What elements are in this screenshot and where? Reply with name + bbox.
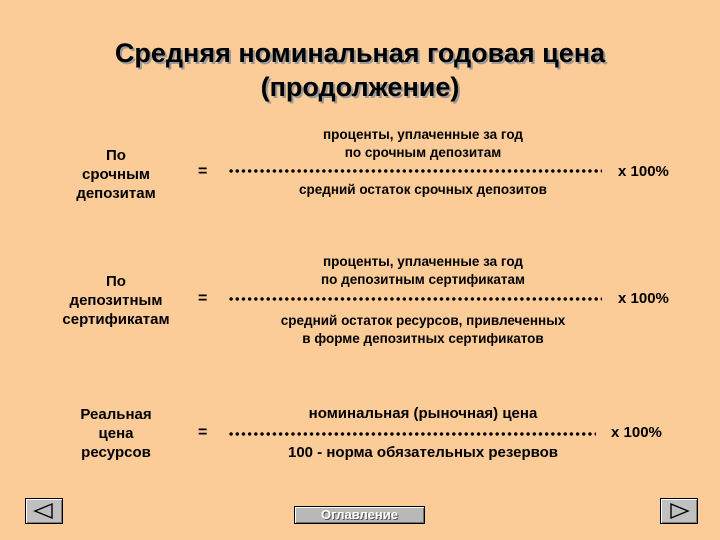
previous-slide-button[interactable] [25, 498, 63, 524]
label-line: ресурсов [81, 444, 151, 461]
triangle-right-icon [667, 502, 691, 520]
numerator-line: проценты, уплаченные за год [323, 254, 523, 269]
multiplier: х 100% [611, 424, 662, 441]
fraction-bar [228, 295, 602, 303]
equals-sign: = [198, 290, 208, 307]
numerator-line: по депозитным сертификатам [321, 272, 525, 287]
fraction-bar [228, 167, 602, 175]
title-line-1: Средняя номинальная годовая цена [114, 38, 606, 68]
label-line: депозитным [69, 292, 163, 309]
label-line: срочным [82, 166, 150, 183]
formula-label [44, 272, 188, 329]
numerator [250, 126, 596, 162]
label-line: По [106, 147, 126, 164]
equals-sign: = [198, 163, 208, 180]
denominator-line: средний остаток ресурсов, привлеченных [280, 313, 566, 328]
multiplier: х 100% [618, 290, 669, 307]
denominator-line: в форме депозитных сертификатов [302, 331, 544, 346]
table-of-contents-button[interactable]: Оглавление [294, 506, 425, 524]
denominator [250, 181, 596, 199]
numerator-line: проценты, уплаченные за год [323, 127, 523, 142]
equals-sign: = [198, 424, 208, 441]
formula-label [56, 405, 176, 462]
denominator-line: средний остаток срочных депозитов [299, 182, 547, 197]
formula-label [54, 146, 178, 203]
triangle-left-icon [32, 502, 56, 520]
next-slide-button[interactable] [660, 498, 698, 524]
denominator-line: 100 - норма обязательных резервов [287, 444, 559, 461]
numerator-line: по срочным депозитам [344, 145, 502, 160]
label-line: Реальная [80, 406, 152, 423]
label-line: депозитам [76, 185, 156, 202]
label-line: По [106, 273, 126, 290]
numerator-line: номинальная (рыночная) цена [308, 405, 538, 422]
denominator [240, 443, 606, 462]
denominator [240, 312, 606, 348]
numerator [250, 253, 596, 289]
fraction-bar [228, 430, 596, 438]
label-line: цена [98, 425, 134, 442]
numerator [250, 404, 596, 423]
label-line: сертификатам [62, 311, 170, 328]
multiplier: х 100% [618, 163, 669, 180]
title-line-2: (продолжение) [260, 72, 460, 102]
